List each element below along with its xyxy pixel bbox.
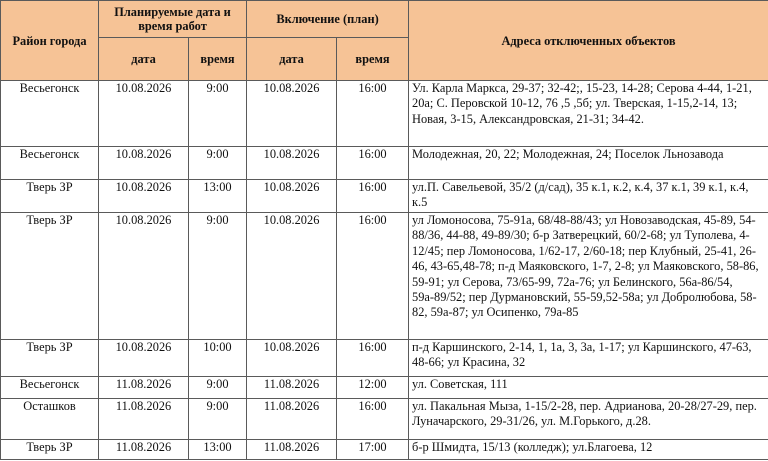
district-cell: Тверь ЗР bbox=[1, 440, 99, 460]
switch-on-date-header: дата bbox=[247, 38, 337, 81]
switch-on-date-cell: 10.08.2026 bbox=[247, 81, 337, 147]
district-cell: Весьегонск bbox=[1, 81, 99, 147]
table-row bbox=[1, 213, 768, 340]
planned-time-cell: 9:00 bbox=[189, 377, 247, 399]
address-cell: б-р Шмидта, 15/13 (колледж); ул.Благоева, 12 bbox=[409, 440, 768, 460]
planned-time-cell: 9:00 bbox=[189, 399, 247, 440]
switch-on-time-cell: 16:00 bbox=[337, 81, 409, 147]
planned-date-cell: 10.08.2026 bbox=[99, 147, 189, 180]
planned-works-header: Планируемые дата и время работ bbox=[99, 1, 247, 38]
address-cell: ул.П. Савельевой, 35/2 (д/сад), 35 к.1, к.2, к.4, 37 к.1, 39 к.1, к.4, к.5 bbox=[409, 180, 768, 213]
switch-on-time-cell: 16:00 bbox=[337, 213, 409, 340]
district-cell: Тверь ЗР bbox=[1, 340, 99, 377]
switch-on-date-cell: 11.08.2026 bbox=[247, 399, 337, 440]
switch-on-date-cell: 10.08.2026 bbox=[247, 147, 337, 180]
switch-on-time-header: время bbox=[337, 38, 409, 81]
district-cell: Тверь ЗР bbox=[1, 180, 99, 213]
table-row bbox=[1, 399, 768, 440]
table-row bbox=[1, 147, 768, 180]
planned-time-cell: 9:00 bbox=[189, 81, 247, 147]
address-cell: ул. Советская, 111 bbox=[409, 377, 768, 399]
switch-on-time-cell: 16:00 bbox=[337, 180, 409, 213]
switch-on-date-cell: 11.08.2026 bbox=[247, 377, 337, 399]
district-header: Район города bbox=[1, 1, 99, 81]
switch-on-date-cell: 10.08.2026 bbox=[247, 180, 337, 213]
address-cell: Молодежная, 20, 22; Молодежная, 24; Поселок Льнозавода bbox=[409, 147, 768, 180]
planned-time-header: время bbox=[189, 38, 247, 81]
planned-time-cell: 10:00 bbox=[189, 340, 247, 377]
planned-time-cell: 13:00 bbox=[189, 180, 247, 213]
switch-on-time-cell: 16:00 bbox=[337, 399, 409, 440]
table-row bbox=[1, 180, 768, 213]
switch-on-date-cell: 10.08.2026 bbox=[247, 213, 337, 340]
district-cell: Осташков bbox=[1, 399, 99, 440]
planned-time-cell: 9:00 bbox=[189, 147, 247, 180]
district-cell: Весьегонск bbox=[1, 377, 99, 399]
district-cell: Весьегонск bbox=[1, 147, 99, 180]
table-row bbox=[1, 340, 768, 377]
switch-on-time-cell: 16:00 bbox=[337, 340, 409, 377]
planned-date-header: дата bbox=[99, 38, 189, 81]
planned-time-cell: 13:00 bbox=[189, 440, 247, 460]
planned-date-cell: 11.08.2026 bbox=[99, 377, 189, 399]
planned-date-cell: 10.08.2026 bbox=[99, 180, 189, 213]
switch-on-time-cell: 12:00 bbox=[337, 377, 409, 399]
district-cell: Тверь ЗР bbox=[1, 213, 99, 340]
switch-on-time-cell: 16:00 bbox=[337, 147, 409, 180]
switch-on-time-cell: 17:00 bbox=[337, 440, 409, 460]
addresses-header: Адреса отключенных объектов bbox=[409, 1, 768, 81]
planned-date-cell: 10.08.2026 bbox=[99, 213, 189, 340]
switch-on-date-cell: 10.08.2026 bbox=[247, 340, 337, 377]
table-row bbox=[1, 81, 768, 147]
planned-date-cell: 11.08.2026 bbox=[99, 399, 189, 440]
switch-on-date-cell: 11.08.2026 bbox=[247, 440, 337, 460]
switch-on-header: Включение (план) bbox=[247, 1, 409, 38]
table-row bbox=[1, 440, 768, 460]
planned-time-cell: 9:00 bbox=[189, 213, 247, 340]
table-row bbox=[1, 377, 768, 399]
address-cell: Ул. Карла Маркса, 29-37; 32-42;, 15-23, 14-28; Серова 4-44, 1-21, 20а; С. Перовской 10-12, 76 ,5 ,5б; ул. Тверская, 1-15,2-14, 13; Новая, 3-15, Александровская, 21-31; 34-42. bbox=[409, 81, 768, 147]
planned-date-cell: 10.08.2026 bbox=[99, 81, 189, 147]
planned-date-cell: 10.08.2026 bbox=[99, 340, 189, 377]
address-cell: ул Ломоносова, 75-91а, 68/48-88/43; ул Новозаводская, 45-89, 54-88/36, 44-88, 49-89/30; б-р Затверецкий, 60/2-68; ул Туполева, 4-12/45; пер Ломоносова, 1/62-17, 2/60-18; пер Клубный, 25-41, 26-46, 43-65,48-78; п-д Маяковского, 1-7, 2-8; ул Маяковского, 58-86, 59-91; ул Серова, 73/65-99, 72а-76; ул Белинского, 56а-86/54, 59а-89/52; пер Дурмановский, 55-59,52-58а; ул Добролюбова, 58-82, 59а-87; ул Осипенко, 79а-85 bbox=[409, 213, 768, 340]
planned-date-cell: 11.08.2026 bbox=[99, 440, 189, 460]
address-cell: п-д Каршинского, 2-14, 1, 1а, 3, 3а, 1-17; ул Каршинского, 47-63, 48-66; ул Красина, 32 bbox=[409, 340, 768, 377]
address-cell: ул. Пакальная Мыза, 1-15/2-28, пер. Адрианова, 20-28/27-29, пер. Луначарского, 29-31/26, ул. М.Горького, д.28. bbox=[409, 399, 768, 440]
